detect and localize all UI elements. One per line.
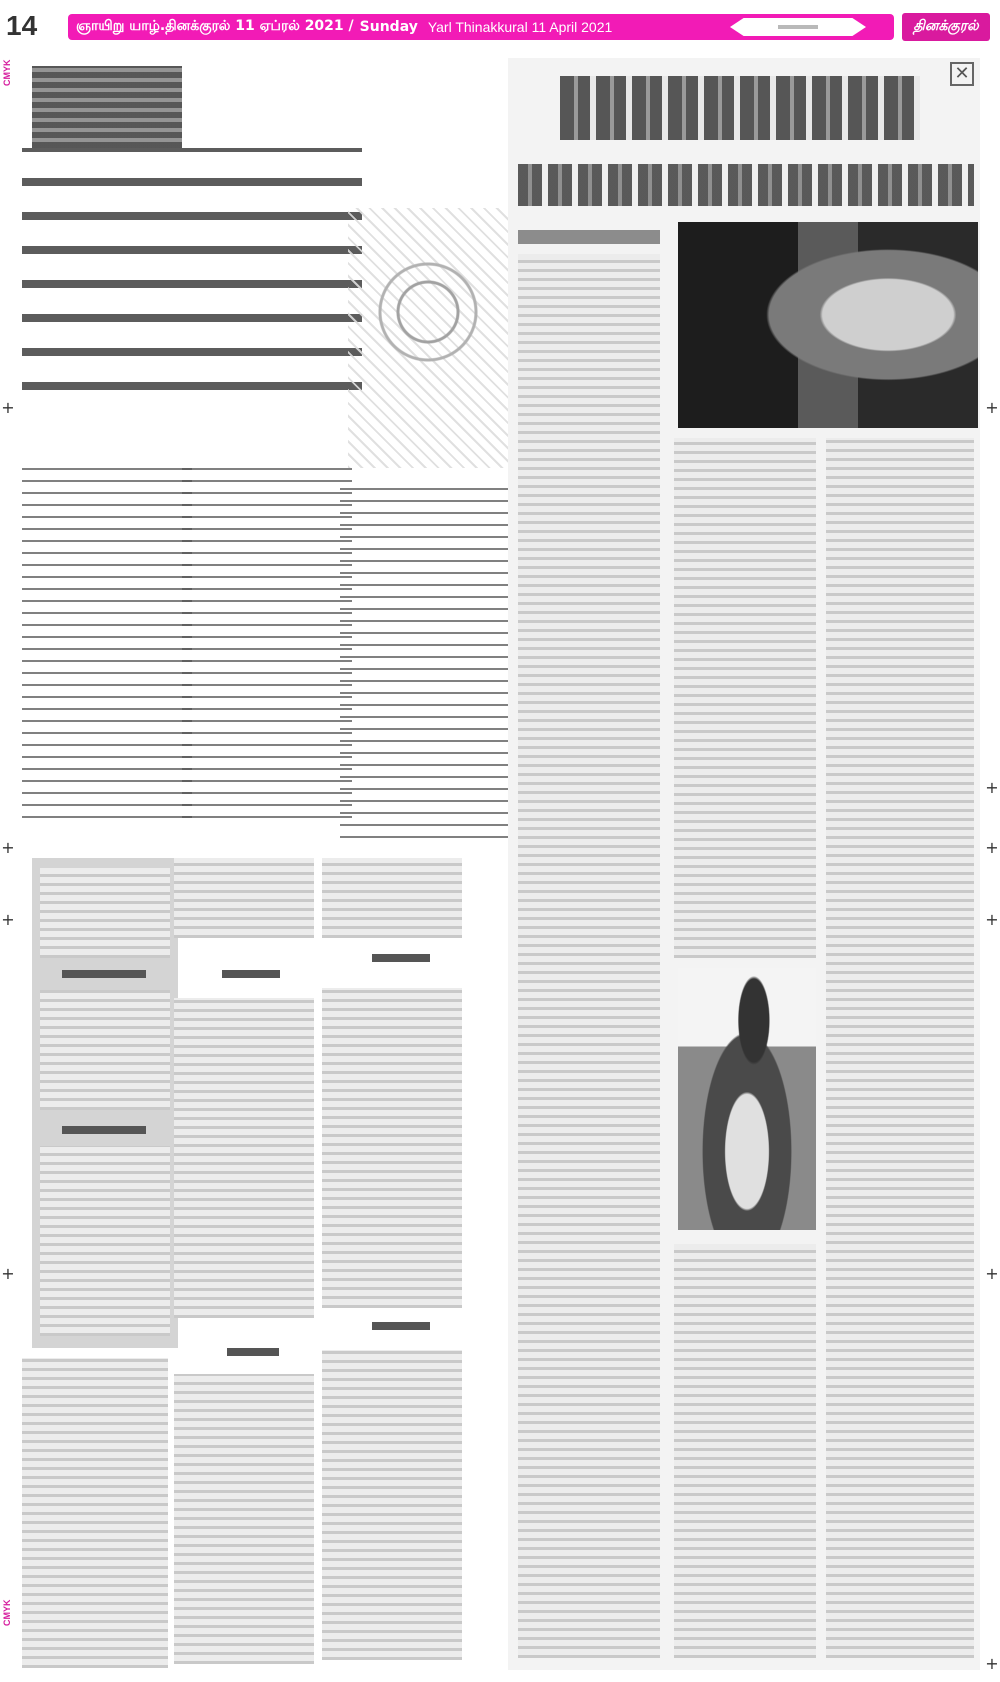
column-sub-heading (372, 1322, 430, 1330)
sidebar-text-block (40, 990, 170, 1110)
article-subtitle-graphic (518, 164, 974, 206)
color-code-bottom: CMYK (2, 1599, 12, 1626)
article-text-column (674, 438, 816, 958)
header-day: Sunday (359, 19, 418, 35)
registration-mark-icon: + (985, 778, 999, 797)
sidebar-sub-heading (62, 970, 146, 978)
sidebar-sub-heading (62, 1126, 146, 1134)
header-section-tag-text (778, 25, 818, 29)
ornament-graphic (348, 208, 508, 468)
feature-article (508, 58, 980, 1670)
article-text-column (518, 254, 660, 1658)
article-photo-second (678, 968, 816, 1230)
astrology-text-column (340, 478, 510, 838)
registration-mark-icon: + (1, 1264, 15, 1283)
newspaper-logo: தினக்குரல் (902, 13, 990, 41)
header-section-tag (730, 18, 866, 36)
text-column (174, 1374, 314, 1664)
registration-mark-icon: + (1, 910, 15, 929)
color-code-top: CMYK (2, 59, 12, 86)
article-photo-main (678, 222, 978, 428)
column-sub-heading (222, 970, 280, 978)
astrology-text-column (22, 458, 192, 818)
text-column (22, 1358, 168, 1668)
article-text-column (826, 438, 974, 1658)
gray-sidebar-column (32, 858, 178, 1348)
registration-mark-icon: + (985, 1654, 999, 1673)
text-column (174, 858, 314, 938)
registration-mark-icon: + (985, 838, 999, 857)
registration-mark-icon: + (1, 398, 15, 417)
column-sub-heading (227, 1348, 279, 1356)
text-column (322, 858, 462, 938)
registration-mark-icon: + (985, 398, 999, 417)
header-date-english: Yarl Thinakkural 11 April 2021 (427, 19, 613, 35)
sidebar-text-block (40, 868, 170, 958)
text-column (174, 998, 314, 1318)
header-date-tamil: ஞாயிறு யாழ்.தினக்குரல் 11 ஏப்ரல் 2021 / (76, 18, 354, 34)
article-text-column (674, 1244, 816, 1658)
registration-mark-icon: + (1, 838, 15, 857)
page-number: 14 (6, 10, 38, 41)
masthead-graphic (32, 66, 182, 148)
article-byline (518, 230, 660, 244)
close-icon: ✕ (950, 62, 974, 86)
registration-mark-icon: + (985, 1264, 999, 1283)
text-column (322, 988, 462, 1308)
text-column (322, 1350, 462, 1660)
article-title-graphic (560, 76, 920, 140)
astrology-text-column (182, 458, 352, 818)
left-page (22, 58, 507, 1670)
masthead-title-graphic (190, 72, 490, 142)
column-sub-heading (372, 954, 430, 962)
main-headline-graphic (22, 148, 362, 408)
sidebar-text-block (40, 1146, 170, 1336)
registration-mark-icon: + (985, 910, 999, 929)
